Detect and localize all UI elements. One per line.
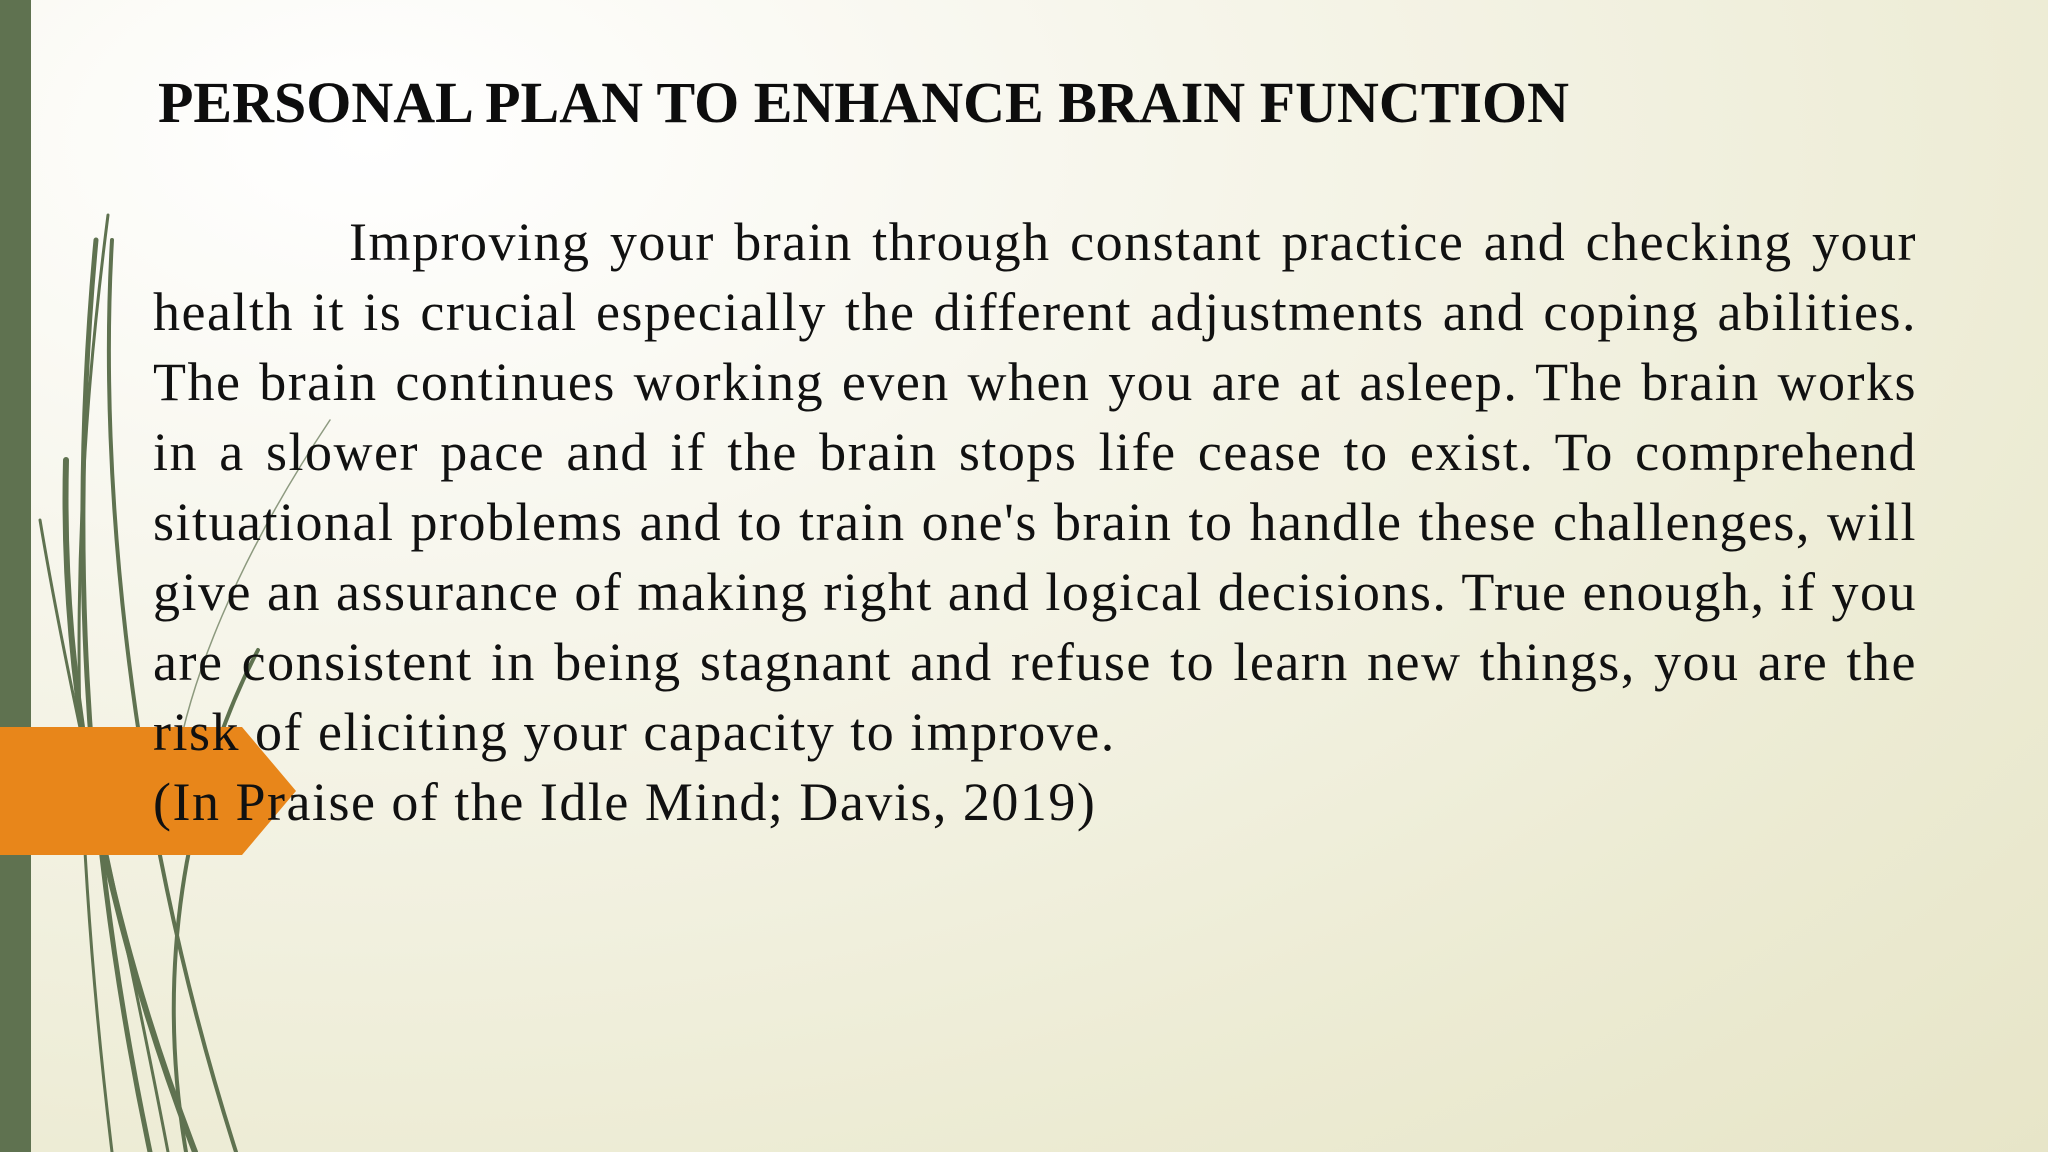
- left-accent-bar: [0, 0, 31, 1152]
- slide-title: PERSONAL PLAN TO ENHANCE BRAIN FUNCTION: [158, 70, 1570, 135]
- body-paragraph: Improving your brain through constant practice and checking your health it is crucial especially the different adjustments and coping abilities. The brain continues working even when you are at asleep. The brain works in a slower pace and if the brain stops life cease to exist. To comprehend situational problems and to train one's brain to handle these challenges, will give an assurance of making right and logical decisions. True enough, if you are consistent in being stagnant and refuse to learn new things, you are the risk of eliciting your capacity to improve.: [153, 212, 1917, 762]
- citation: (In Praise of the Idle Mind; Davis, 2019): [153, 772, 1097, 832]
- slide-body: [153, 207, 1917, 837]
